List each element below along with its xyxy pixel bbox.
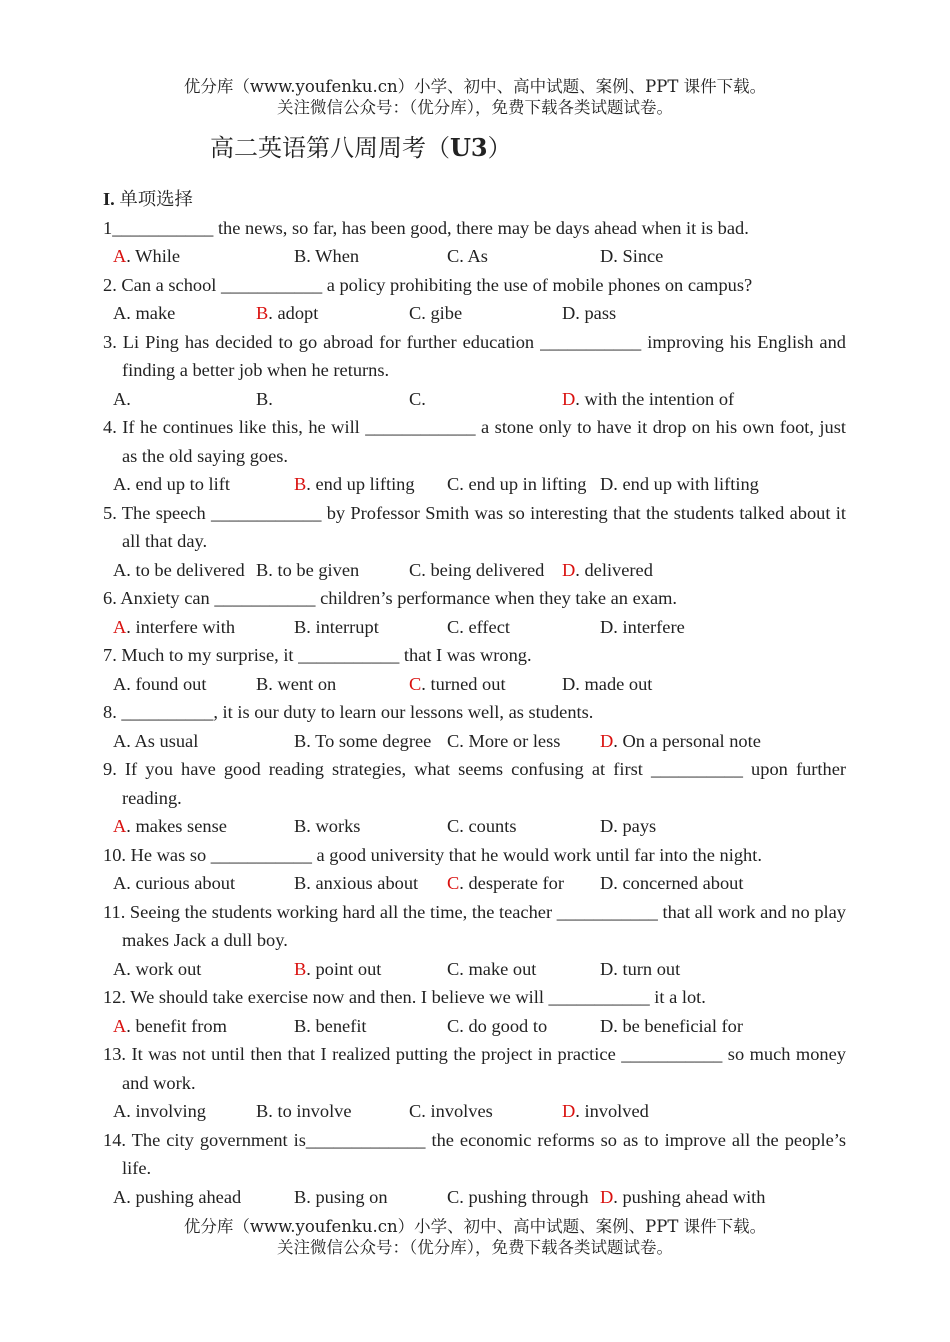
option-text: . make [126, 303, 176, 323]
option-text: . [421, 388, 426, 409]
option-text: . benefit from [126, 1015, 227, 1036]
question-6 [103, 584, 846, 641]
option-c [447, 812, 517, 841]
option-letter: A [113, 1101, 127, 1121]
option-b [256, 1097, 352, 1126]
option-a [113, 1183, 241, 1212]
option-text: . adopt [268, 303, 319, 323]
question-stem: 8. __________, it is our duty to learn our lessons well, as students. [103, 702, 594, 722]
option-c [409, 1097, 493, 1126]
option-text: . [126, 388, 131, 409]
option-b [256, 299, 318, 328]
option-text: . Since [613, 246, 664, 266]
option-a [113, 1097, 206, 1126]
answer-letter: B [294, 474, 307, 494]
option-letter: A [113, 958, 127, 979]
option-row [103, 613, 846, 642]
option-text: . end up lifting [306, 474, 415, 494]
option-row [103, 470, 846, 499]
option-letter: A [113, 873, 127, 893]
option-letter: B [294, 1186, 307, 1207]
option-text: . involves [421, 1101, 493, 1121]
option-b [294, 869, 418, 898]
option-b [294, 470, 415, 499]
option-a [113, 470, 230, 499]
answer-letter: D [562, 559, 576, 580]
option-text: . pushing ahead with [613, 1186, 766, 1207]
option-text: . turn out [613, 958, 681, 979]
option-row [103, 727, 846, 756]
option-text: . went on [268, 673, 337, 694]
footer-line-1: 优分库（www.youfenku.cn）小学、初中、高中试题、案例、PPT 课件下载。 [183, 1217, 767, 1236]
answer-letter: A [113, 1015, 127, 1036]
option-letter: D [600, 616, 614, 637]
option-c [409, 556, 544, 585]
question-stem: 12. We should take exercise now and then. I believe we will ___________ it a lot. [103, 987, 706, 1007]
question-1 [103, 214, 846, 271]
option-letter: B [294, 873, 307, 893]
footer-line-2: 关注微信公众号：（优分库），免费下载各类试题试卷。 [277, 1238, 673, 1257]
question-9 [103, 755, 846, 841]
option-a [113, 670, 206, 699]
option-c [447, 613, 510, 642]
question-stem: 2. Can a school ___________ a policy prohibiting the use of mobile phones on campus? [103, 274, 753, 295]
option-row [103, 869, 846, 898]
option-letter: A [113, 559, 127, 580]
option-b [256, 385, 273, 414]
question-stem: 6. Anxiety can ___________ children’s performance when they take an exam. [103, 588, 678, 608]
option-text: . point out [306, 958, 382, 979]
option-letter: B [294, 730, 307, 751]
answer-letter: B [294, 958, 307, 979]
option-b [294, 613, 379, 642]
question-stem: 5. The speech ____________ by Professor Smith was so interesting that the students talked about it all that day. [103, 502, 846, 551]
option-letter: D [600, 1015, 614, 1036]
option-text: . turned out [421, 673, 506, 694]
option-d [600, 1183, 766, 1212]
option-c [447, 1012, 547, 1041]
question-10 [103, 841, 846, 898]
option-d [600, 727, 761, 756]
option-text: . involving [126, 1101, 206, 1121]
question-11 [103, 898, 846, 984]
option-text: . to be given [268, 559, 360, 580]
option-c [447, 242, 488, 271]
option-text: . counts [459, 816, 517, 836]
option-text: . desperate for [459, 873, 564, 893]
option-letter: C [447, 1015, 460, 1036]
banner-line-1: 优分库（www.youfenku.cn）小学、初中、高中试题、案例、PPT 课件下载。 [183, 77, 767, 96]
header-banner [0, 76, 950, 118]
option-b [294, 727, 431, 756]
question-stem: 13. It was not until then that I realized putting the project in practice ___________ so much money and work. [103, 1044, 846, 1093]
option-letter: C [447, 246, 460, 266]
answer-letter: B [256, 303, 269, 323]
section-numeral: I. [103, 189, 115, 209]
answer-letter: C [447, 873, 460, 893]
title-text: 高二英语第八周周考（ [210, 134, 450, 162]
option-d [562, 385, 734, 414]
option-letter: B [294, 616, 307, 637]
option-d [600, 955, 680, 984]
answer-letter: D [600, 730, 614, 751]
option-text: . As [459, 246, 488, 266]
option-text: . be beneficial for [613, 1015, 743, 1036]
option-letter: C [409, 303, 422, 323]
question-5 [103, 499, 846, 585]
option-row [103, 955, 846, 984]
option-letter: C [409, 1101, 422, 1121]
option-letter: B [294, 1015, 307, 1036]
option-text: . interrupt [306, 616, 379, 637]
option-text: . made out [575, 673, 653, 694]
option-c [409, 670, 506, 699]
option-text: . pass [575, 303, 617, 323]
question-13 [103, 1040, 846, 1126]
banner-line-2: 关注微信公众号：（优分库），免费下载各类试题试卷。 [277, 98, 673, 117]
option-letter: C [447, 730, 460, 751]
option-text: . concerned about [613, 873, 744, 893]
option-b [294, 1183, 388, 1212]
option-letter: A [113, 1186, 127, 1207]
answer-letter: A [113, 816, 127, 836]
option-d [562, 299, 616, 328]
title-unit: U3 [450, 133, 488, 162]
option-row [103, 242, 846, 271]
option-letter: B [256, 673, 269, 694]
option-a [113, 1012, 227, 1041]
option-letter: D [600, 873, 614, 893]
option-text: . with the intention of [575, 388, 735, 409]
option-a [113, 242, 180, 271]
option-text: . pusing on [306, 1186, 388, 1207]
question-list [103, 214, 846, 1212]
option-a [113, 812, 227, 841]
option-c [409, 385, 426, 414]
option-letter: D [600, 246, 614, 266]
option-text: . to be delivered [126, 559, 245, 580]
option-d [562, 1097, 649, 1126]
question-2 [103, 271, 846, 328]
question-4 [103, 413, 846, 499]
option-text: . gibe [421, 303, 463, 323]
answer-letter: A [113, 246, 127, 266]
question-stem: 11. Seeing the students working hard all the time, the teacher ___________ that all work and no play makes Jack a dull boy. [103, 901, 846, 950]
option-b [294, 955, 381, 984]
option-letter: C [447, 958, 460, 979]
option-row [103, 385, 846, 414]
answer-letter: C [409, 673, 422, 694]
option-letter: D [562, 303, 576, 323]
option-text: . work out [126, 958, 202, 979]
option-text: . [268, 388, 273, 409]
option-text: . works [306, 816, 361, 836]
option-b [294, 812, 360, 841]
option-text: . anxious about [306, 873, 419, 893]
option-letter: C [409, 388, 422, 409]
option-letter: C [447, 816, 460, 836]
option-text: . effect [459, 616, 510, 637]
option-text: . found out [126, 673, 207, 694]
option-letter: B [256, 1101, 269, 1121]
option-c [409, 299, 462, 328]
option-row [103, 1097, 846, 1126]
page-title [210, 128, 512, 163]
option-row [103, 1183, 846, 1212]
option-letter: D [600, 474, 614, 494]
option-row [103, 1012, 846, 1041]
option-text: . To some degree [306, 730, 432, 751]
option-letter: C [447, 474, 460, 494]
question-3 [103, 328, 846, 414]
option-letter: D [600, 958, 614, 979]
question-14 [103, 1126, 846, 1212]
option-text: . While [126, 246, 181, 266]
section-heading [103, 185, 846, 214]
option-d [600, 613, 685, 642]
section-label: 单项选择 [114, 189, 193, 209]
option-letter: C [409, 559, 422, 580]
option-letter: D [562, 673, 576, 694]
option-text: . More or less [459, 730, 561, 751]
option-row [103, 299, 846, 328]
question-stem: 10. He was so ___________ a good university that he would work until far into the night. [103, 844, 762, 865]
option-b [294, 1012, 367, 1041]
option-letter: A [113, 474, 127, 494]
option-row [103, 556, 846, 585]
option-letter: B [256, 559, 269, 580]
question-12 [103, 983, 846, 1040]
option-text: . pushing ahead [126, 1186, 242, 1207]
option-d [600, 242, 663, 271]
option-d [600, 812, 656, 841]
option-text: . end up to lift [126, 474, 230, 494]
option-text: . makes sense [126, 816, 227, 836]
question-stem: 9. If you have good reading strategies, what seems confusing at first __________ upon further reading. [103, 759, 846, 808]
title-close: ） [487, 134, 512, 162]
option-a [113, 299, 175, 328]
option-d [562, 556, 653, 585]
option-text: . pushing through [459, 1186, 589, 1207]
option-row [103, 812, 846, 841]
question-8 [103, 698, 846, 755]
option-text: . As usual [126, 730, 199, 751]
option-letter: C [447, 616, 460, 637]
option-letter: C [447, 1186, 460, 1207]
option-text: . When [306, 246, 360, 266]
option-a [113, 955, 201, 984]
option-row [103, 670, 846, 699]
option-text: . interfere [613, 616, 685, 637]
option-text: . interfere with [126, 616, 236, 637]
option-text: . end up in lifting [459, 474, 587, 494]
footer-banner [0, 1216, 950, 1258]
option-text: . being delivered [421, 559, 545, 580]
option-c [447, 1183, 589, 1212]
option-c [447, 727, 560, 756]
option-a [113, 727, 198, 756]
option-d [600, 1012, 743, 1041]
answer-letter: D [562, 388, 576, 409]
option-letter: B [294, 246, 307, 266]
option-text: . delivered [575, 559, 653, 580]
answer-letter: D [562, 1101, 576, 1121]
question-stem: 1___________ the news, so far, has been good, there may be days ahead when it is bad. [103, 217, 749, 238]
option-d [562, 670, 652, 699]
option-letter: B [294, 816, 307, 836]
answer-letter: D [600, 1186, 614, 1207]
question-stem: 7. Much to my surprise, it ___________ that I was wrong. [103, 645, 532, 665]
option-text: . pays [613, 816, 657, 836]
option-text: . involved [575, 1101, 649, 1121]
option-text: . end up with lifting [613, 474, 759, 494]
option-d [600, 470, 759, 499]
option-letter: A [113, 303, 127, 323]
option-letter: A [113, 388, 127, 409]
option-d [600, 869, 744, 898]
exam-content [103, 185, 846, 1211]
option-b [256, 556, 359, 585]
question-stem: 14. The city government is_____________ the economic reforms so as to improve all the people’s life. [103, 1129, 846, 1178]
option-c [447, 869, 564, 898]
option-letter: D [600, 816, 614, 836]
question-stem: 3. Li Ping has decided to go abroad for further education ___________ improving his English and finding a better job when he returns. [103, 331, 846, 380]
option-text: . make out [459, 958, 537, 979]
option-text: . benefit [306, 1015, 367, 1036]
option-a [113, 613, 235, 642]
option-c [447, 470, 586, 499]
option-text: . to involve [268, 1101, 352, 1121]
option-text: . do good to [459, 1015, 548, 1036]
option-text: . On a personal note [613, 730, 761, 751]
answer-letter: A [113, 616, 127, 637]
option-a [113, 556, 245, 585]
question-7 [103, 641, 846, 698]
option-letter: A [113, 673, 127, 694]
option-c [447, 955, 536, 984]
option-b [294, 242, 359, 271]
option-b [256, 670, 336, 699]
question-stem: 4. If he continues like this, he will ____________ a stone only to have it drop on his own foot, just as the old saying goes. [103, 417, 846, 466]
option-a [113, 869, 235, 898]
option-text: . curious about [126, 873, 236, 893]
option-letter: A [113, 730, 127, 751]
option-a [113, 385, 131, 414]
option-letter: B [256, 388, 269, 409]
